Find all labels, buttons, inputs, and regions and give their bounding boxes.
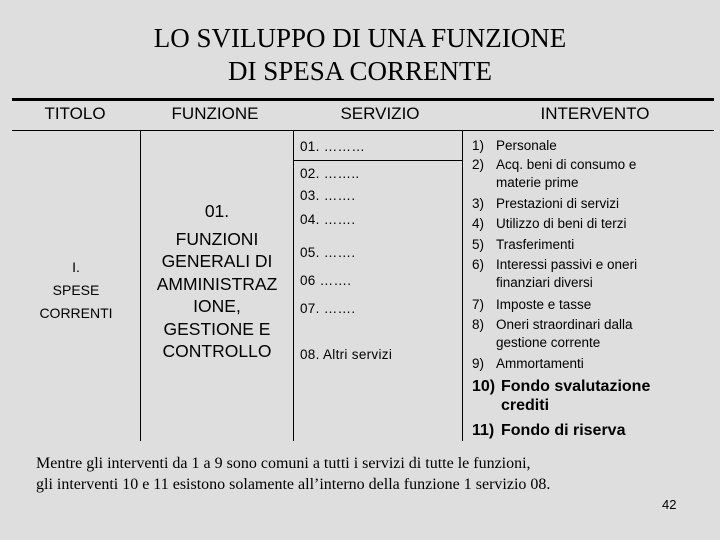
intervento-text: Acq. beni di consumo e (496, 157, 637, 172)
titolo-line-1: SPESE (52, 282, 100, 298)
intervento-text: Personale (496, 138, 557, 153)
header-titolo: TITOLO (44, 104, 106, 123)
header-servizio: SERVIZIO (340, 104, 420, 123)
intervento-text: finanziari diversi (496, 275, 593, 290)
servizio-item: 03. ……. (300, 188, 356, 203)
funzione-line: AMMINISTRAZ (156, 273, 278, 294)
servizio-item: 05. ……. (300, 245, 356, 260)
intervento-text: Fondo di riserva (501, 422, 626, 439)
intervento-number: 2) (472, 157, 485, 172)
intervento-number: 1) (472, 138, 485, 153)
header-intervento: INTERVENTO (540, 104, 650, 123)
footer-note (36, 453, 550, 495)
slide-title (0, 22, 720, 88)
funzione-line: FUNZIONI (175, 228, 259, 249)
funzione-line: CONTROLLO (162, 341, 272, 361)
servizio-item: 08. Altri servizi (300, 347, 393, 362)
funzione-line: IONE, (193, 296, 241, 316)
header-bottom-border (12, 130, 714, 131)
servizio-item: 07. ……. (300, 301, 356, 316)
servizio-item: 06 ……. (300, 273, 352, 288)
intervento-number: 9) (472, 356, 485, 371)
intervento-text: crediti (501, 397, 550, 414)
intervento-number: 10) (472, 378, 496, 395)
titolo-cell (14, 256, 138, 325)
header-funzione: FUNZIONE (171, 104, 259, 123)
intervento-number: 8) (472, 317, 485, 332)
intervento-text: Prestazioni di servizi (496, 196, 620, 211)
table-top-border (12, 98, 714, 101)
servizio-item: 01. ……… (300, 139, 366, 154)
servizio-item: 02. …….. (300, 166, 360, 181)
intervento-text: Interessi passivi e oneri (496, 257, 638, 272)
funzione-number: 01. (204, 201, 230, 221)
title-line-1: LO SVILUPPO DI UNA FUNZIONE (153, 23, 567, 53)
intervento-number: 4) (472, 216, 485, 231)
intervento-text: Utilizzo di beni di terzi (496, 216, 627, 231)
footer-line-2: gli interventi 10 e 11 esistono solamente all’interno della funzione 1 servizio 08. (36, 476, 551, 493)
intervento-text: Fondo svalutazione (501, 378, 651, 395)
funzione-cell (142, 200, 292, 363)
column-divider-2 (293, 130, 294, 441)
funzione-line: GENERALI DI (161, 251, 273, 271)
intervento-number: 5) (472, 237, 485, 252)
footer-line-1: Mentre gli interventi da 1 a 9 sono comuni a tutti i servizi di tutte le funzioni, (36, 455, 531, 472)
intervento-text: materie prime (496, 175, 579, 190)
page-number: 42 (662, 497, 677, 512)
column-divider-3 (462, 130, 463, 441)
intervento-number: 11) (472, 422, 495, 439)
intervento-text: Oneri straordinari dalla (496, 317, 633, 332)
column-divider-1 (140, 130, 141, 441)
intervento-text: Trasferimenti (496, 237, 575, 252)
intervento-number: 3) (472, 196, 485, 211)
intervento-text: Ammortamenti (496, 356, 584, 371)
servizio-item: 04. ……. (300, 212, 356, 227)
intervento-number: 7) (472, 297, 485, 312)
servizio-separator (293, 160, 462, 161)
funzione-line: GESTIONE E (163, 318, 271, 339)
intervento-number: 6) (472, 257, 485, 272)
titolo-line-2: CORRENTI (39, 305, 113, 321)
title-line-2: DI SPESA CORRENTE (227, 56, 493, 86)
intervento-text: gestione corrente (496, 335, 601, 350)
titolo-number: I. (72, 259, 80, 275)
intervento-text: Imposte e tasse (496, 297, 592, 312)
